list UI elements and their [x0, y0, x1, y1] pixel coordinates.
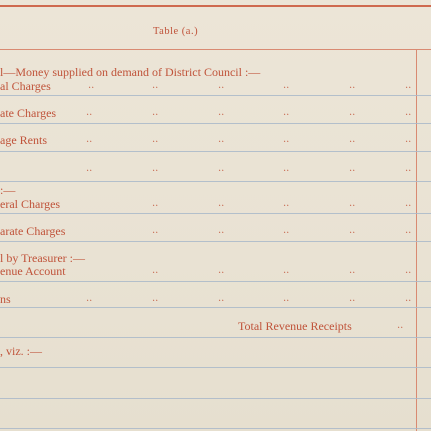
ledger-rule — [0, 337, 431, 338]
ledger-rule — [0, 213, 431, 214]
treasurer-heading: l by Treasurer :— — [0, 251, 85, 265]
leader-dots: .. — [88, 80, 95, 91]
leader-dots: .. — [152, 198, 159, 209]
leader-dots: .. — [218, 107, 225, 118]
general-charges-entry-2: eral Charges — [0, 197, 61, 211]
ledger-rule — [0, 398, 431, 399]
leader-dots: .. — [86, 134, 93, 145]
leader-dots: .. — [349, 225, 356, 236]
leader-dots: .. — [349, 107, 356, 118]
leader-dots: .. — [218, 198, 225, 209]
leader-dots: .. — [283, 265, 290, 276]
ledger-rule — [0, 181, 431, 182]
money-supplied-heading: l—Money supplied on demand of District Council :— — [0, 65, 261, 79]
leader-dots: .. — [349, 163, 356, 174]
leader-dots: .. — [152, 134, 159, 145]
leader-dots: .. — [349, 134, 356, 145]
ledger-rule — [0, 367, 431, 368]
leader-dots: .. — [152, 225, 159, 236]
leader-dots: .. — [152, 265, 159, 276]
leader-dots: .. — [405, 265, 412, 276]
leader-dots: .. — [349, 80, 356, 91]
leader-dots: .. — [86, 163, 93, 174]
right-margin-rule — [416, 49, 417, 431]
leader-dots: .. — [218, 80, 225, 91]
ledger-rule — [0, 428, 431, 429]
general-charges-entry: al Charges — [0, 79, 51, 93]
leader-dots: .. — [283, 198, 290, 209]
ledger-rule — [0, 95, 431, 96]
leader-dots: .. — [283, 293, 290, 304]
leader-dots: .. — [349, 293, 356, 304]
leader-dots: .. — [405, 293, 412, 304]
leader-dots: .. — [218, 265, 225, 276]
leader-dots: .. — [283, 134, 290, 145]
ledger-rule — [0, 241, 431, 242]
separate-charges-entry-2: arate Charges — [0, 224, 66, 238]
leader-dots: .. — [283, 225, 290, 236]
leader-dots: .. — [349, 265, 356, 276]
leader-dots: .. — [218, 225, 225, 236]
viz-entry: , viz. :— — [0, 344, 42, 358]
ledger-rule — [0, 307, 431, 308]
leader-dots: .. — [86, 107, 93, 118]
leader-dots: .. — [405, 198, 412, 209]
leader-dots: .. — [152, 163, 159, 174]
leader-dots: .. — [218, 293, 225, 304]
section-heading: :— — [0, 183, 16, 197]
header-divider — [0, 49, 431, 50]
leader-dots: .. — [152, 80, 159, 91]
leader-dots: .. — [152, 107, 159, 118]
separate-charges-entry: ate Charges — [0, 106, 57, 120]
ledger-rule — [0, 151, 431, 152]
leader-dots: .. — [405, 225, 412, 236]
leader-dots: .. — [349, 198, 356, 209]
leader-dots: .. — [218, 163, 225, 174]
leader-dots: .. — [283, 107, 290, 118]
leader-dots: .. — [283, 80, 290, 91]
total-revenue-receipts: Total Revenue Receipts — [238, 319, 352, 333]
leader-dots: .. — [283, 163, 290, 174]
leader-dots: .. — [405, 134, 412, 145]
loans-entry: ns — [0, 292, 11, 306]
ledger-rule — [0, 123, 431, 124]
leader-dots: .. — [152, 293, 159, 304]
leader-dots: .. — [218, 134, 225, 145]
top-border-rule — [0, 5, 431, 7]
leader-dots: .. — [405, 163, 412, 174]
sewage-rents-entry: age Rents — [0, 133, 47, 147]
table-title: Table (a.) — [153, 26, 199, 37]
leader-dots: .. — [405, 107, 412, 118]
ledger-rule — [0, 281, 431, 282]
revenue-account-entry: enue Account — [0, 264, 66, 278]
leader-dots: .. — [397, 320, 404, 331]
leader-dots: .. — [86, 293, 93, 304]
leader-dots: .. — [405, 80, 412, 91]
